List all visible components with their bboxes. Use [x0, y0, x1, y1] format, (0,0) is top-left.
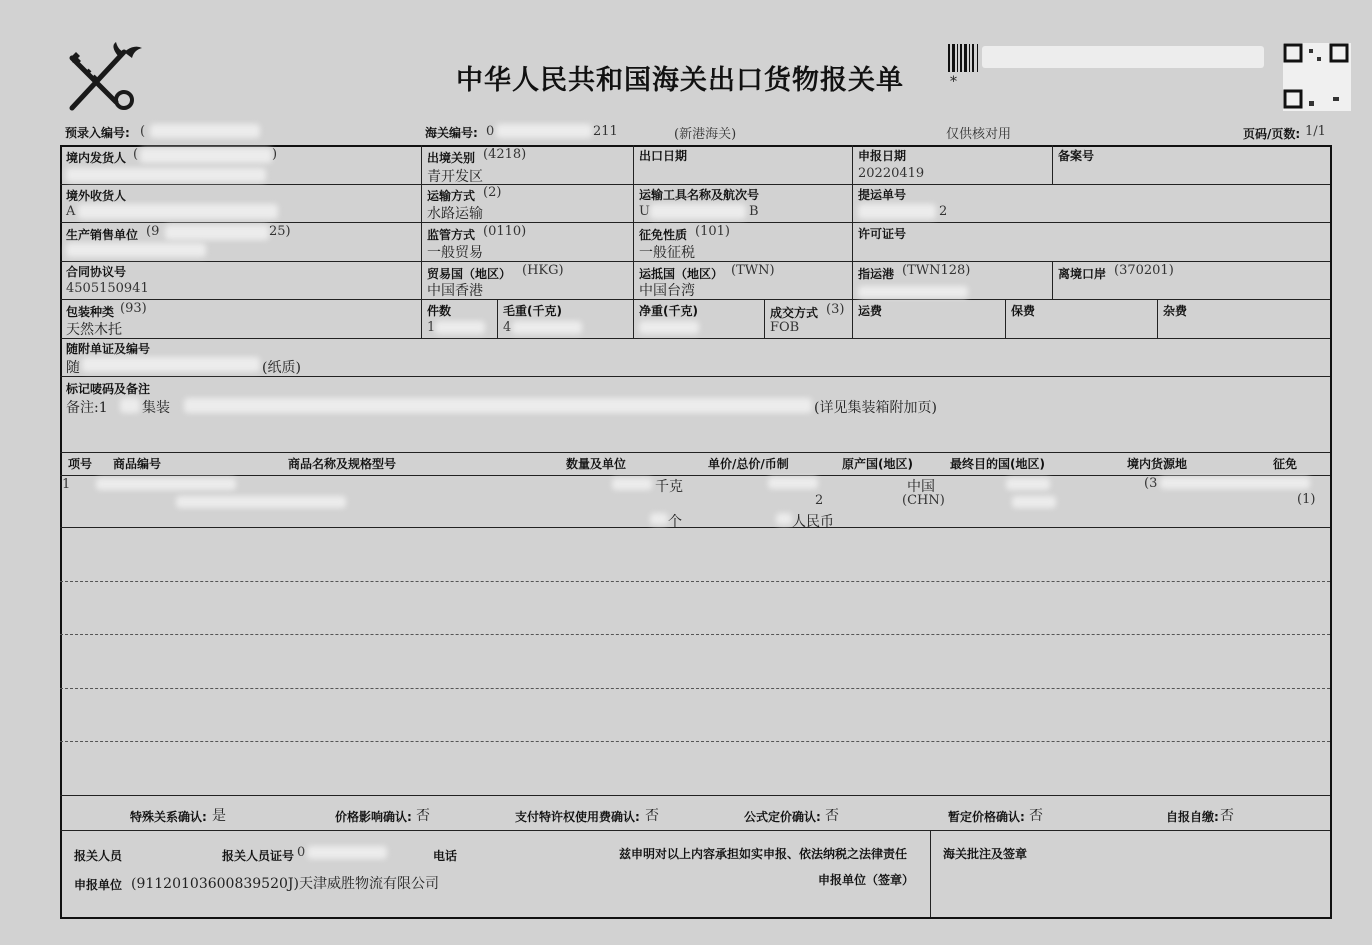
seal-label: 申报单位（签章） — [818, 873, 915, 887]
phone-label: 电话 — [433, 849, 458, 863]
marks-value-suffix: (详见集装箱附加页) — [814, 400, 937, 416]
marks-value-prefix: 备注:1 — [66, 400, 108, 416]
contract-value: 4505150941 — [66, 281, 149, 296]
qr-code — [1283, 43, 1351, 111]
transport-mode-value: 水路运输 — [427, 206, 483, 222]
shipper-label: 境内发货人 — [66, 151, 127, 165]
docs-value-suffix: (纸质) — [262, 360, 301, 376]
gross-weight-value: 4 — [503, 320, 512, 335]
customs-no-label: 海关编号: — [425, 126, 478, 140]
supervision-code: (0110) — [483, 224, 527, 239]
marks-value-mid: 集装 — [142, 400, 170, 416]
net-weight-label: 净重(千克) — [639, 304, 698, 318]
customs-note-label: 海关批注及签章 — [943, 847, 1028, 861]
customs-name: (新港海关) — [674, 127, 737, 142]
price-impact-value: 否 — [416, 808, 430, 824]
goods-header-levy: 征免 — [1273, 457, 1298, 471]
customs-no-suffix: 211 — [593, 124, 618, 139]
special-relation-value: 是 — [212, 808, 226, 824]
goods-unit1: 千克 — [655, 479, 683, 495]
goods-unit2: 个 — [668, 514, 682, 530]
provisional-price-label: 暂定价格确认: — [948, 810, 1025, 824]
package-label: 包装种类 — [66, 305, 115, 319]
producer-code: (9 — [146, 224, 160, 239]
license-label: 许可证号 — [858, 227, 907, 241]
producer-code-end: 25) — [269, 224, 291, 239]
page-label: 页码/页数: — [1243, 127, 1301, 141]
exit-port2-label: 离境口岸 — [1058, 267, 1107, 281]
page-value: 1/1 — [1305, 124, 1326, 139]
gross-weight-label: 毛重(千克) — [503, 304, 562, 318]
goods-origin-code: (CHN) — [902, 493, 945, 508]
exit-port2-code: (370201) — [1114, 263, 1174, 278]
goods-header-price: 单价/总价/币制 — [708, 457, 789, 471]
contract-label: 合同协议号 — [66, 265, 127, 279]
royalty-value: 否 — [645, 808, 659, 824]
declare-date-value: 20220419 — [858, 166, 925, 181]
package-code: (93) — [120, 301, 147, 316]
levy-nature-code: (101) — [695, 224, 730, 239]
insurance-label: 保费 — [1011, 304, 1036, 318]
levy-nature-value: 一般征税 — [639, 245, 695, 261]
levy-nature-label: 征免性质 — [639, 228, 688, 242]
legal-statement: 兹申明对以上内容承担如实申报、依法纳税之法律责任 — [619, 847, 908, 861]
freight-label: 运费 — [858, 304, 883, 318]
prerecord-value: ( — [140, 124, 146, 139]
transport-mode-label: 运输方式 — [427, 189, 476, 203]
self-pay-label: 自报自缴: — [1166, 810, 1219, 824]
goods-header-origin: 原产国(地区) — [842, 457, 913, 471]
provisional-price-value: 否 — [1029, 808, 1043, 824]
declarant-id-value: 0 — [297, 845, 306, 860]
dest-country-value: 中国台湾 — [639, 283, 695, 299]
goods-currency: 人民币 — [792, 514, 834, 530]
record-no-label: 备案号 — [1058, 149, 1095, 163]
declaring-unit-label: 申报单位 — [74, 878, 123, 892]
consignee-label: 境外收货人 — [66, 189, 127, 203]
dest-port-label: 指运港 — [858, 267, 895, 281]
pieces-label: 件数 — [427, 304, 452, 318]
producer-label: 生产销售单位 — [66, 228, 139, 242]
bl-label: 提运单号 — [858, 188, 907, 202]
price-impact-label: 价格影响确认: — [335, 810, 412, 824]
customs-emblem-icon — [62, 42, 144, 116]
self-pay-value: 否 — [1220, 808, 1234, 824]
formula-price-label: 公式定价确认: — [744, 810, 821, 824]
vessel-label: 运输工具名称及航次号 — [639, 188, 760, 202]
exit-port-label: 出境关别 — [427, 151, 476, 165]
marks-label: 标记唛码及备注 — [66, 382, 151, 396]
exit-port-code: (4218) — [483, 147, 527, 162]
verify-only-note: 仅供核对用 — [946, 127, 1012, 142]
goods-levy: (1) — [1297, 492, 1316, 507]
dest-port-code: (TWN128) — [902, 263, 971, 278]
prerecord-label: 预录入编号: — [65, 126, 130, 140]
goods-header-hs-code: 商品编号 — [113, 457, 162, 471]
shipper-code: ( — [133, 147, 139, 162]
dest-country-label: 运抵国（地区） — [639, 267, 724, 281]
goods-total-fragment: 2 — [815, 493, 824, 508]
trade-country-code: (HKG) — [522, 263, 564, 278]
exit-port-value: 青开发区 — [427, 169, 483, 185]
special-relation-label: 特殊关系确认: — [130, 810, 207, 824]
misc-fee-label: 杂费 — [1163, 304, 1188, 318]
goods-header-final-dest: 最终目的国(地区) — [950, 457, 1045, 471]
supervision-value: 一般贸易 — [427, 245, 483, 261]
trade-terms-label: 成交方式 — [770, 306, 819, 320]
trade-country-value: 中国香港 — [427, 283, 483, 299]
declarant-id-label: 报关人员证号 — [222, 849, 295, 863]
page-title: 中华人民共和国海关出口货物报关单 — [456, 65, 904, 96]
vessel-value-end: B — [749, 204, 759, 219]
transport-mode-code: (2) — [483, 185, 502, 200]
vessel-value: U — [639, 204, 650, 219]
goods-origin: 中国 — [907, 479, 935, 495]
dest-country-code: (TWN) — [731, 263, 775, 278]
barcode-star: * — [950, 74, 957, 90]
goods-item-no: 1 — [62, 477, 71, 492]
export-date-label: 出口日期 — [639, 149, 688, 163]
bl-value: 2 — [939, 204, 948, 219]
pieces-value: 1 — [427, 320, 436, 335]
goods-source-code: (3 — [1144, 476, 1158, 491]
goods-header-item-no: 项号 — [68, 457, 93, 471]
consignee-value: A — [66, 204, 76, 219]
declaring-unit-value: (91120103600839520J)天津威胜物流有限公司 — [131, 876, 439, 892]
trade-country-label: 贸易国（地区） — [427, 267, 512, 281]
customs-no-value: 0 — [486, 124, 495, 139]
goods-header-source: 境内货源地 — [1127, 457, 1188, 471]
shipper-code-end: ) — [272, 147, 278, 162]
trade-terms-code: (3) — [826, 302, 845, 317]
formula-price-value: 否 — [825, 808, 839, 824]
supervision-label: 监管方式 — [427, 228, 476, 242]
declare-date-label: 申报日期 — [858, 149, 907, 163]
royalty-label: 支付特许权使用费确认: — [515, 810, 640, 824]
declarant-label: 报关人员 — [74, 849, 123, 863]
trade-terms-value: FOB — [770, 320, 800, 335]
package-value: 天然木托 — [66, 322, 122, 338]
barcode — [946, 42, 1266, 74]
goods-header-name-spec: 商品名称及规格型号 — [288, 457, 397, 471]
docs-value-prefix: 随 — [66, 360, 80, 376]
docs-label: 随附单证及编号 — [66, 342, 151, 356]
goods-header-quantity: 数量及单位 — [566, 457, 627, 471]
